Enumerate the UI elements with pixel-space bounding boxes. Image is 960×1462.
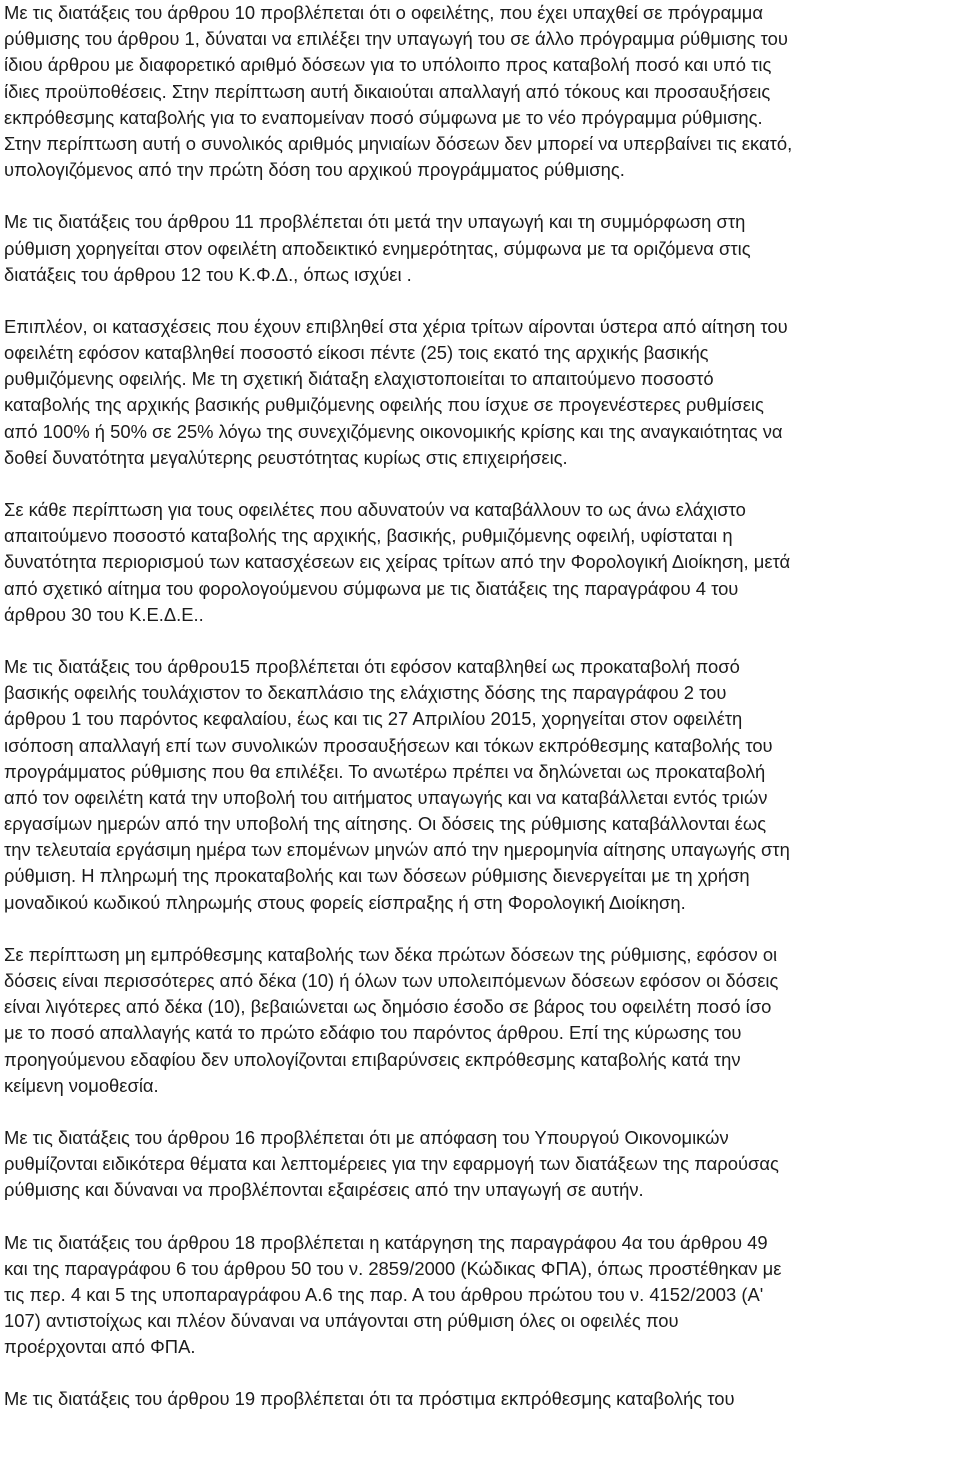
text-line: Με τις διατάξεις του άρθρου 11 προβλέπεται ότι μετά την υπαγωγή και τη συμμόρφωση στη: [4, 211, 746, 233]
text-line: προηγούμενου εδαφίου δεν υπολογίζονται επιβαρύνσεις εκπρόθεσμης καταβολής κατά την: [4, 1048, 741, 1070]
text-line: την τελευταία εργάσιμη ημέρα των επομένων μηνών από την ημερομηνία αίτησης υπαγωγής στη: [4, 839, 790, 861]
text-line: Με τις διατάξεις του άρθρου 19 προβλέπεται ότι τα πρόστιμα εκπρόθεσμης καταβολής του: [4, 1388, 735, 1410]
text-line: είναι λιγότερες από δέκα (10), βεβαιώνεται ως δημόσιο έσοδο σε βάρος του οφειλέτη ποσό ίσο: [4, 996, 772, 1018]
text-line: ρύθμισης του άρθρου 1, δύναται να επιλέξει την υπαγωγή του σε άλλο πρόγραμμα ρύθμισης του: [4, 28, 788, 50]
text-line: και της παραγράφου 6 του άρθρου 50 του ν. 2859/2000 (Κώδικας ΦΠΑ), όπως προστέθηκαν με: [4, 1257, 782, 1279]
text-line: από 100% ή 50% σε 25% λόγω της συνεχιζόμενης οικονομικής κρίσης και της αναγκαιότητας να: [4, 420, 783, 442]
text-line: οφειλέτη εφόσον καταβληθεί ποσοστό είκοσι πέντε (25) τοις εκατό της αρχικής βασικής: [4, 342, 709, 364]
text-line: βασικής οφειλής τουλάχιστον το δεκαπλάσιο της ελάχιστης δόσης της παραγράφου 2 του: [4, 682, 727, 704]
text-line: άρθρου 1 του παρόντος κεφαλαίου, έως και τις 27 Απριλίου 2015, χορηγείται στον οφειλέτη: [4, 708, 743, 730]
text-line: τις περ. 4 και 5 της υποπαραγράφου Α.6 της παρ. Α του άρθρου πρώτου του ν. 4152/2003 (Α': [4, 1283, 764, 1305]
paragraph-article-16: [4, 1125, 960, 1204]
text-line: δόσεις είναι περισσότερες από δέκα (10) ή όλων των υπολειπόμενων δόσεων εφόσον οι δόσεις: [4, 970, 779, 991]
paragraph-minimum-payment: [4, 497, 960, 628]
text-line: ίδιες προϋποθέσεις. Στην περίπτωση αυτή δικαιούται απαλλαγή από τόκους και προσαυξήσεις: [4, 80, 771, 102]
text-line: από τον οφειλέτη κατά την υποβολή του αιτήματος υπαγωγής και να καταβάλλεται εντός τριών: [4, 786, 768, 808]
text-line: ρυθμιζόμενης οφειλής. Με τη σχετική διάταξη ελαχιστοποιείται το απαιτούμενο ποσοστό: [4, 368, 714, 390]
text-line: καταβολής της αρχικής βασικής ρυθμιζόμενης οφειλής που ίσχυε σε προγενέστερες ρυθμίσεις: [4, 394, 764, 416]
text-line: Με τις διατάξεις του άρθρου 10 προβλέπεται ότι ο οφειλέτης, που έχει υπαχθεί σε πρόγραμμα: [4, 2, 764, 23]
text-line: ρύθμισης και δύναναι να προβλέπονται εξαιρέσεις από την υπαγωγή σε αυτήν.: [4, 1179, 644, 1201]
text-line: μοναδικού κωδικού πληρωμής στους φορείς είσπραξης ή στη Φορολογική Διοίκηση.: [4, 891, 686, 913]
text-line: από σχετικό αίτημα του φορολογούμενου σύμφωνα με τις διατάξεις της παραγράφου 4 του: [4, 577, 739, 599]
paragraph-article-15: [4, 654, 960, 916]
text-line: ρυθμίζονται ειδικότερα θέματα και λεπτομέρειες για την εφαρμογή των διατάξεων της παρούσας: [4, 1153, 779, 1175]
document-page: [4, 0, 960, 1439]
text-line: εκπρόθεσμης καταβολής για το εναπομείναν ποσό σύμφωνα με το νέο πρόγραμμα ρύθμισης.: [4, 106, 763, 128]
text-line: Επιπλέον, οι κατασχέσεις που έχουν επιβληθεί στα χέρια τρίτων αίρονται ύστερα από αίτηση του: [4, 315, 788, 337]
text-line: προγράμματος ρύθμισης που θα επιλέξει. Το ανωτέρω πρέπει να δηλώνεται ως προκαταβολή: [4, 760, 766, 782]
text-line: Σε κάθε περίπτωση για τους οφειλέτες που αδυνατούν να καταβάλλουν το ως άνω ελάχιστο: [4, 499, 746, 520]
text-line: Με τις διατάξεις του άρθρου 16 προβλέπεται ότι με απόφαση του Υπουργού Οικονομικών: [4, 1126, 729, 1148]
paragraph-article-11: [4, 209, 960, 288]
paragraph-article-19: [4, 1386, 960, 1412]
text-line: Στην περίπτωση αυτή ο συνολικός αριθμός μηνιαίων δόσεων δεν μπορεί να υπερβαίνει τις εκατό,: [4, 132, 793, 154]
text-line: ισόποση απαλλαγή επί των συνολικών προσαυξήσεων και τόκων εκπρόθεσμης καταβολής του: [4, 734, 773, 756]
text-line: υπολογιζόμενος από την πρώτη δόση του αρχικού προγράμματος ρύθμισης.: [4, 159, 625, 181]
text-line: κείμενη νομοθεσία.: [4, 1074, 159, 1096]
paragraph-seizures: [4, 314, 960, 471]
text-line: Σε περίπτωση μη εμπρόθεσμης καταβολής των δέκα πρώτων δόσεων της ρύθμισης, εφόσον οι: [4, 943, 778, 965]
text-line: ρύθμιση. Η πληρωμή της προκαταβολής και των δόσεων ρύθμισης διενεργείται με τη χρήση: [4, 865, 750, 887]
paragraph-late-payment: [4, 942, 960, 1099]
text-line: εργασίμων ημερών από την υποβολή της αίτησης. Οι δόσεις της ρύθμισης καταβάλλονται έως: [4, 813, 767, 835]
text-line: με το ποσό απαλλαγής κατά το πρώτο εδάφιο του παρόντος άρθρου. Επί της κύρωσης του: [4, 1022, 742, 1044]
text-line: δυνατότητα περιορισμού των κατασχέσεων εις χείρας τρίτων από την Φορολογική Διοίκηση, μετά: [4, 551, 791, 573]
paragraph-article-18: [4, 1230, 960, 1361]
text-line: 107) αντιστοίχως και πλέον δύναναι να υπάγονται στη ρύθμιση όλες οι οφειλές που: [4, 1310, 679, 1332]
text-line: διατάξεις του άρθρου 12 του Κ.Φ.Δ., όπως ισχύει .: [4, 263, 412, 285]
text-line: προέρχονται από ΦΠΑ.: [4, 1336, 196, 1358]
text-line: Με τις διατάξεις του άρθρου15 προβλέπεται ότι εφόσον καταβληθεί ως προκαταβολή ποσό: [4, 655, 740, 677]
text-line: απαιτούμενο ποσοστό καταβολής της αρχικής, βασικής, ρυθμιζόμενης οφειλή, υφίσταται η: [4, 525, 733, 547]
text-line: ρύθμιση χορηγείται στον οφειλέτη αποδεικτικό ενημερότητας, σύμφωνα με τα οριζόμενα στις: [4, 237, 751, 259]
paragraph-article-10: [4, 0, 960, 183]
text-line: άρθρου 30 του Κ.Ε.Δ.Ε..: [4, 603, 204, 625]
text-line: δοθεί δυνατότητα μεγαλύτερης ρευστότητας κυρίως στις επιχειρήσεις.: [4, 446, 568, 468]
text-line: ίδιου άρθρου με διαφορετικό αριθμό δόσεων για το υπόλοιπο προς καταβολή ποσό και υπό τις: [4, 54, 772, 76]
text-line: Με τις διατάξεις του άρθρου 18 προβλέπεται η κατάργηση της παραγράφου 4α του άρθρου 49: [4, 1231, 768, 1253]
